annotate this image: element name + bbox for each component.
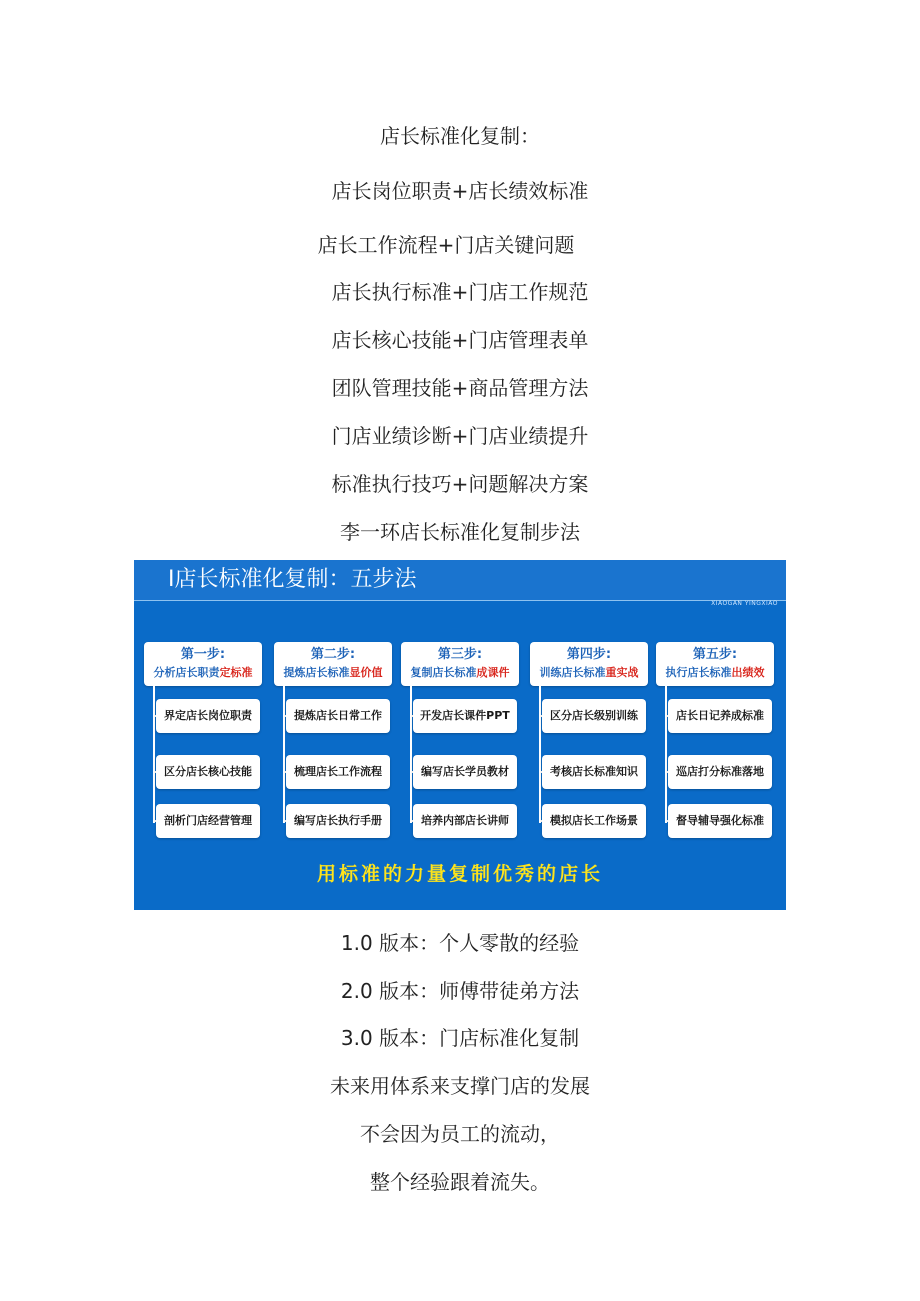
figure-title: I店长标准化复制：五步法 bbox=[168, 567, 417, 592]
step-1-subtitle bbox=[144, 665, 262, 680]
intro-title: 店长标准化复制： bbox=[380, 124, 540, 148]
intro-line-2: 店长工作流程+门店关键问题 bbox=[317, 233, 575, 257]
step-2-subtitle-highlight: 显价值 bbox=[349, 666, 383, 679]
step-2-item-2: 梳理店长工作流程 bbox=[286, 755, 390, 789]
step-2-item-1: 提炼店长日常工作 bbox=[286, 699, 390, 733]
outro-line-6: 整个经验跟着流失。 bbox=[370, 1170, 550, 1194]
figure-slogan: 用标准的力量复制优秀的店长 bbox=[316, 863, 603, 885]
step-4-item-1: 区分店长级别训练 bbox=[542, 699, 646, 733]
step-5-item-3: 督导辅导强化标准 bbox=[668, 804, 772, 838]
step-3-connector bbox=[410, 686, 412, 823]
step-4-subtitle-main: 训练店长标准 bbox=[539, 666, 606, 679]
outro-line-1: 1.0 版本：个人零散的经验 bbox=[340, 931, 580, 955]
step-5-subtitle-main: 执行店长标准 bbox=[665, 666, 732, 679]
step-1-item-2: 区分店长核心技能 bbox=[156, 755, 260, 789]
step-4 bbox=[530, 560, 648, 910]
step-5-label: 第五步: bbox=[692, 647, 738, 662]
step-2-label: 第二步: bbox=[310, 647, 356, 662]
step-1-header bbox=[144, 642, 262, 686]
step-3-item-2: 编写店长学员教材 bbox=[413, 755, 517, 789]
step-3-header bbox=[401, 642, 519, 686]
outro-line-2: 2.0 版本：师傅带徒弟方法 bbox=[340, 979, 580, 1003]
step-3-subtitle-main: 复制店长标准 bbox=[410, 666, 477, 679]
step-5-item-1: 店长日记养成标准 bbox=[668, 699, 772, 733]
step-1-connector bbox=[153, 686, 155, 823]
step-2-header bbox=[274, 642, 392, 686]
intro-line-7: 标准执行技巧+问题解决方案 bbox=[331, 472, 589, 496]
step-1-label: 第一步: bbox=[180, 647, 226, 662]
step-2-subtitle bbox=[274, 665, 392, 680]
step-2-subtitle-main: 提炼店长标准 bbox=[283, 666, 350, 679]
step-3-label: 第三步: bbox=[437, 647, 483, 662]
intro-line-3: 店长执行标准+门店工作规范 bbox=[331, 280, 589, 304]
step-3-subtitle bbox=[401, 665, 519, 680]
outro-line-4: 未来用体系来支撑门店的发展 bbox=[330, 1074, 590, 1098]
figure-brand-mark: XIAOGAN YINGXIAO bbox=[711, 600, 778, 607]
outro-line-5: 不会因为员工的流动， bbox=[360, 1122, 560, 1146]
intro-caption: 李一环店长标准化复制步法 bbox=[340, 520, 580, 544]
step-4-subtitle bbox=[530, 665, 648, 680]
intro-line-1: 店长岗位职责+店长绩效标准 bbox=[331, 179, 589, 203]
step-4-item-2: 考核店长标准知识 bbox=[542, 755, 646, 789]
step-3 bbox=[401, 560, 519, 910]
intro-line-6: 门店业绩诊断+门店业绩提升 bbox=[331, 424, 589, 448]
five-step-figure bbox=[134, 560, 786, 910]
step-4-subtitle-highlight: 重实战 bbox=[605, 666, 639, 679]
step-4-label: 第四步: bbox=[566, 647, 612, 662]
step-5-subtitle bbox=[656, 665, 774, 680]
outro-line-3: 3.0 版本：门店标准化复制 bbox=[340, 1026, 580, 1050]
step-3-subtitle-highlight: 成课件 bbox=[476, 666, 510, 679]
intro-line-5: 团队管理技能+商品管理方法 bbox=[331, 376, 589, 400]
step-2 bbox=[274, 560, 392, 910]
step-3-item-1: 开发店长课件PPT bbox=[413, 699, 517, 733]
intro-line-4: 店长核心技能+门店管理表单 bbox=[331, 328, 589, 352]
step-1-subtitle-main: 分析店长职责 bbox=[153, 666, 220, 679]
step-5-connector bbox=[665, 686, 667, 823]
step-2-item-3: 编写店长执行手册 bbox=[286, 804, 390, 838]
step-1-item-3: 剖析门店经营管理 bbox=[156, 804, 260, 838]
step-5-subtitle-highlight: 出绩效 bbox=[731, 666, 765, 679]
step-4-item-3: 模拟店长工作场景 bbox=[542, 804, 646, 838]
step-5 bbox=[656, 560, 774, 910]
step-3-item-3: 培养内部店长讲师 bbox=[413, 804, 517, 838]
step-1-item-1: 界定店长岗位职责 bbox=[156, 699, 260, 733]
step-5-item-2: 巡店打分标准落地 bbox=[668, 755, 772, 789]
step-1 bbox=[144, 560, 262, 910]
step-4-header bbox=[530, 642, 648, 686]
step-4-connector bbox=[539, 686, 541, 823]
step-5-header bbox=[656, 642, 774, 686]
step-1-subtitle-highlight: 定标准 bbox=[219, 666, 253, 679]
step-2-connector bbox=[283, 686, 285, 823]
